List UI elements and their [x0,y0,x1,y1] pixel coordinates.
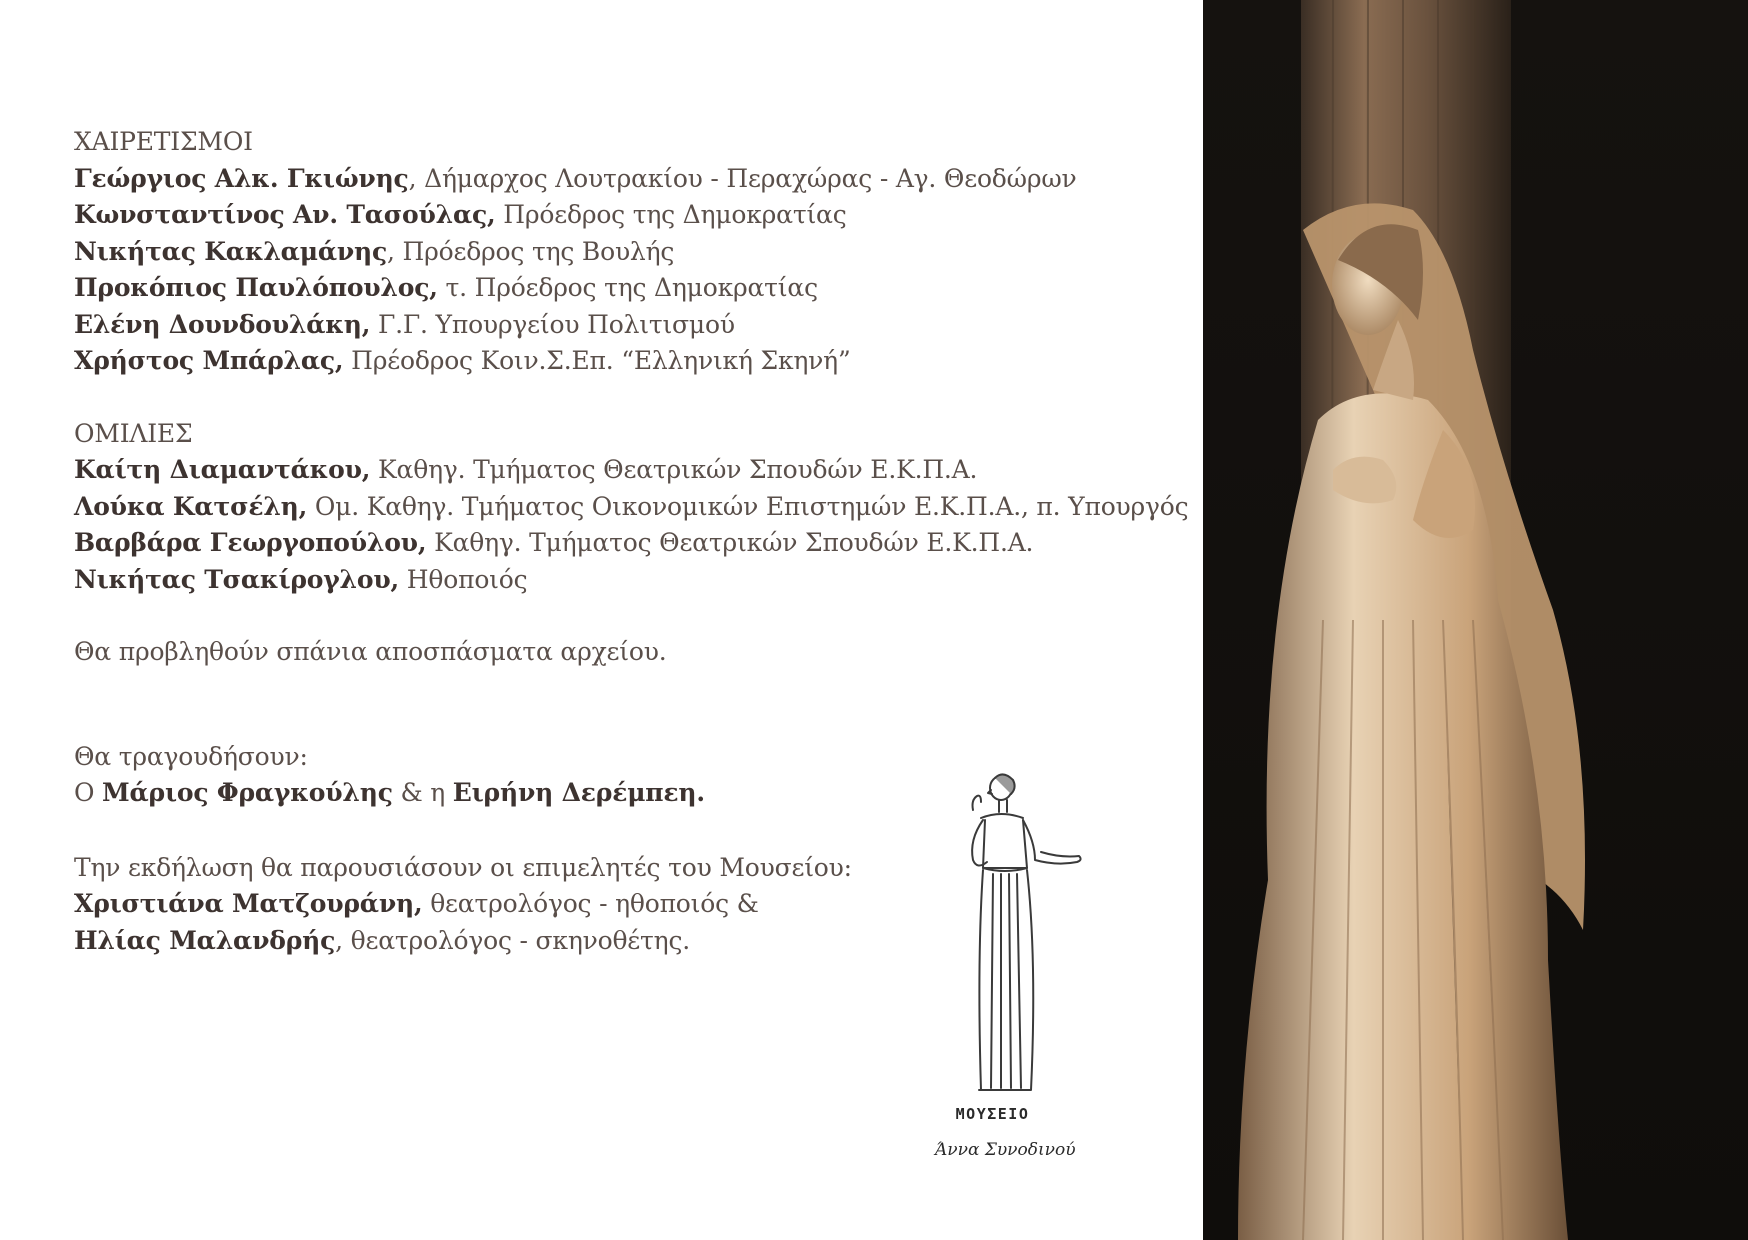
greeting-line [74,161,1194,198]
speeches-heading: ΟΜΙΛΙΕΣ [74,418,193,448]
speaker-name: Νικήτας Κακλαμάνης [74,236,388,266]
speaker-name: Ελένη Δουνδουλάκη, [74,309,371,339]
presenter-name: Χριστιάνα Ματζουράνη, [74,889,423,918]
singer-name: Μάριος Φραγκούλης [102,778,393,807]
speaker-role: Ηθοποιός [399,564,528,594]
archive-note: Θα προβληθούν σπάνια αποσπάσματα αρχείου. [74,637,667,666]
speaker-role: Γ.Γ. Υπουργείου Πολιτισμού [370,309,735,339]
speaker-name: Κωνσταντίνος Αν. Τασούλας, [74,200,496,229]
greeting-line [74,307,1194,344]
speech-line [74,489,1194,526]
logo-signature: Άννα Συνοδινού [935,1140,1076,1160]
speaker-role: Καθηγ. Τμήματος Θεατρικών Σπουδών Ε.Κ.Π.Α. [370,455,978,484]
speaker-role: Ομ. Καθηγ. Τμήματος Οικονομικών Επιστημών Ε.Κ.Π.Α., π. Υπουργός [307,491,1189,521]
speaker-role: Πρόεδρος της Δημοκρατίας [495,200,847,229]
speaker-name: Προκόπιος Παυλόπουλος, [74,273,438,302]
muse-figure-icon [935,770,1095,1100]
sepia-photo [1203,0,1748,1240]
greeting-line [74,234,1194,271]
speaker-name: Καίτη Διαμαντάκου, [74,455,371,484]
speaker-name: Χρήστος Μπάρλας, [74,346,344,375]
speaker-role: , Πρόεδρος της Βουλής [387,236,675,266]
speaker-name: Νικήτας Τσακίρογλου, [74,564,400,594]
speaker-role: τ. Πρόεδρος της Δημοκρατίας [437,273,818,302]
speaker-name: Λούκα Κατσέλη, [74,491,308,521]
speaker-role: Πρέοδρος Κοιν.Σ.Επ. “Ελληνική Σκηνή” [343,346,851,375]
speech-line [74,562,1194,599]
greeting-line [74,197,1194,234]
greeting-line [74,270,1194,307]
speaker-name: Γεώργιος Αλκ. Γκιώνης [74,163,409,193]
greeting-line [74,343,1194,380]
presenter-role: , θεατρολόγος - σκηνοθέτης. [335,925,691,955]
logo-label: ΜΟΥΣΕΙΟ [955,1105,1030,1123]
presenter-name: Ηλίας Μαλανδρής [74,925,336,955]
presenters-intro: Την εκδήλωση θα παρουσιάσουν οι επιμελητές του Μουσείου: [74,852,852,882]
singer-name: Ειρήνη Δερέμπεη. [452,778,705,807]
museum-logo [935,770,1095,1160]
singers-prefix: Ο [74,778,103,807]
presenter-role: θεατρολόγος - ηθοποιός & [422,889,759,918]
speaker-role: Καθηγ. Τμήματος Θεατρικών Σπουδών Ε.Κ.Π.Α. [426,528,1034,557]
speaker-role: , Δήμαρχος Λουτρακίου - Περαχώρας - Αγ. Θεοδώρων [408,163,1077,193]
speech-line [74,452,1194,489]
singers-intro: Θα τραγουδήσουν: [74,741,308,771]
actress-photo-image [1203,0,1748,1240]
speech-line [74,525,1194,562]
greetings-heading: ΧΑΙΡΕΤΙΣΜΟΙ [74,127,253,156]
speaker-name: Βαρβάρα Γεωργοπούλου, [74,528,427,557]
singers-joiner: & η [392,778,453,807]
